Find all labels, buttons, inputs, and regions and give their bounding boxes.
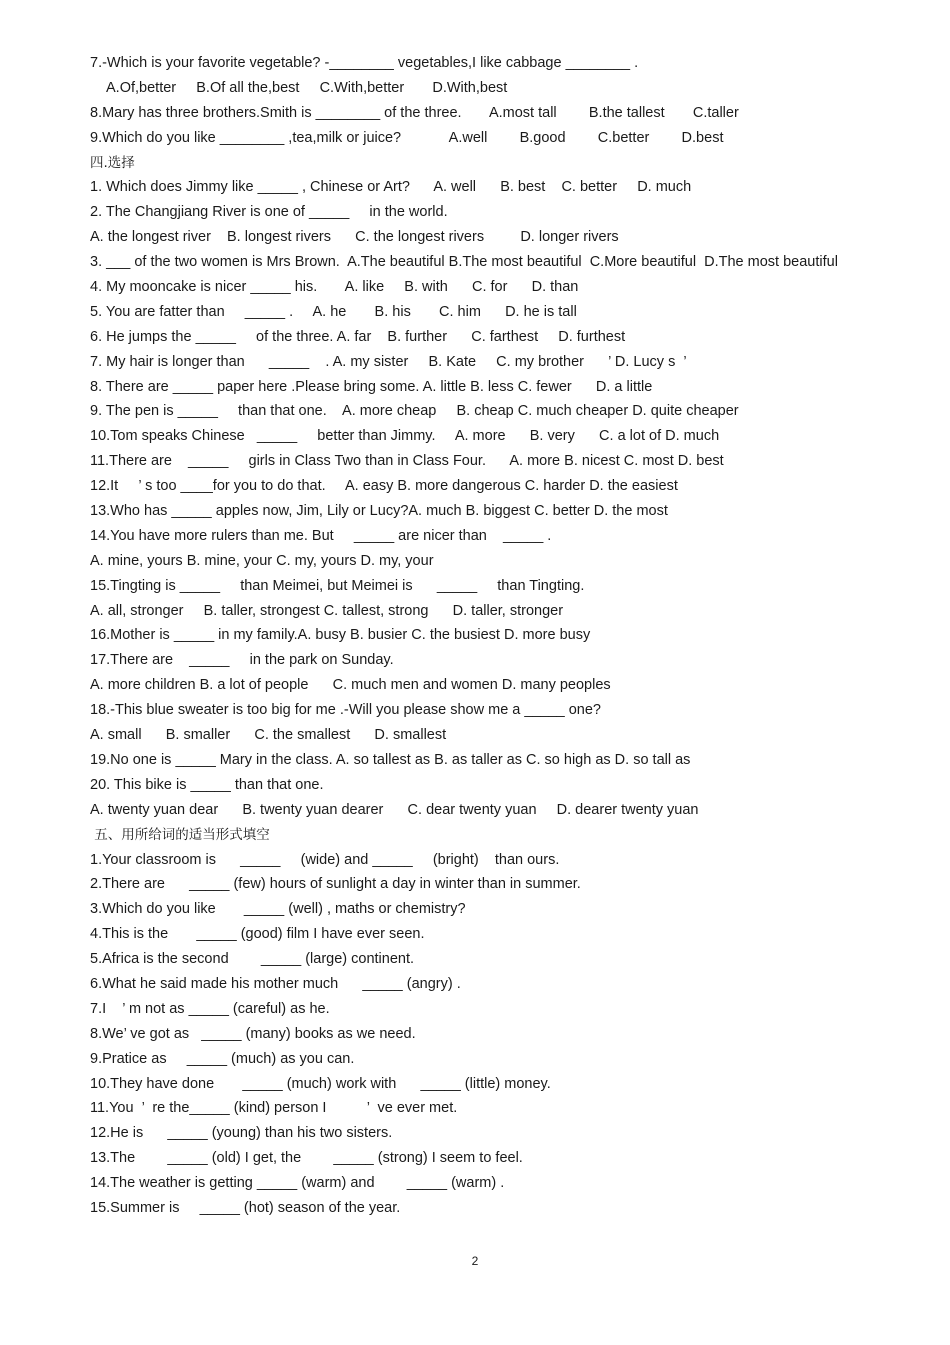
exercise-line: 4.This is the _____ (good) film I have ever seen. [90, 926, 425, 943]
exercise-line: 14.The weather is getting _____ (warm) and _____ (warm) . [90, 1175, 505, 1192]
exercise-line: 16.Mother is _____ in my family.A. busy B. busier C. the busiest D. more busy [90, 627, 591, 644]
exercise-line: 9.Pratice as _____ (much) as you can. [90, 1050, 355, 1067]
exercise-line: 15.Tingting is _____ than Meimei, but Meimei is _____ than Tingting. [90, 577, 585, 594]
exercise-line: 15.Summer is _____ (hot) season of the year. [90, 1199, 401, 1216]
exercise-line: 9. The pen is _____ than that one. A. more cheap B. cheap C. much cheaper D. quite cheaper [90, 403, 739, 420]
exercise-content [90, 51, 890, 1221]
exercise-line: 10.Tom speaks Chinese _____ better than Jimmy. A. more B. very C. a lot of D. much [90, 428, 720, 445]
exercise-line: 14.You have more rulers than me. But _____ are nicer than _____ . [90, 527, 552, 544]
exercise-line: 13.Who has _____ apples now, Jim, Lily or Lucy?A. much B. biggest C. better D. the most [90, 503, 668, 520]
exercise-line: A. small B. smaller C. the smallest D. smallest [90, 727, 447, 744]
exercise-line: 12.It ’ s too ____for you to do that. A. easy B. more dangerous C. harder D. the easiest [90, 478, 678, 495]
exercise-line: 11.You ’ re the_____ (kind) person I ’ ve ever met. [90, 1100, 458, 1117]
exercise-line: 11.There are _____ girls in Class Two than in Class Four. A. more B. nicest C. most D. best [90, 453, 724, 470]
exercise-line: A. mine, yours B. mine, your C. my, yours D. my, your [90, 552, 434, 569]
exercise-line: 3.Which do you like _____ (well) , maths or chemistry? [90, 901, 466, 918]
exercise-line: 1. Which does Jimmy like _____ , Chinese or Art? A. well B. best C. better D. much [90, 179, 692, 196]
exercise-line: 5.Africa is the second _____ (large) continent. [90, 951, 415, 968]
exercise-line: 2.There are _____ (few) hours of sunlight a day in winter than in summer. [90, 876, 581, 893]
exercise-line: 8.We’ ve got as _____ (many) books as we need. [90, 1025, 416, 1042]
exercise-line: A. the longest river B. longest rivers C. the longest rivers D. longer rivers [90, 229, 619, 246]
section-heading: 五、用所给词的适当形式填空 [90, 826, 270, 843]
exercise-line: 6. He jumps the _____ of the three. A. far B. further C. farthest D. furthest [90, 328, 626, 345]
exercise-line: 2. The Changjiang River is one of _____ in the world. [90, 204, 448, 221]
exercise-line: 10.They have done _____ (much) work with _____ (little) money. [90, 1075, 551, 1092]
exercise-line: 7.I ’ m not as _____ (careful) as he. [90, 1000, 330, 1017]
exercise-line: 7. My hair is longer than _____ . A. my sister B. Kate C. my brother ’ D. Lucy s ’ [90, 353, 687, 370]
exercise-line: 7.-Which is your favorite vegetable? -________ vegetables,I like cabbage ________ . [90, 55, 639, 71]
exercise-line: 3. ___ of the two women is Mrs Brown. A.The beautiful B.The most beautiful C.More beautiful D.The most beautiful [90, 254, 838, 271]
answer-options: A.Of,better B.Of all the,best C.With,better D.With,best [106, 79, 508, 96]
exercise-line: 1.Your classroom is _____ (wide) and _____ (bright) than ours. [90, 851, 560, 868]
exercise-line: 13.The _____ (old) I get, the _____ (strong) I seem to feel. [90, 1150, 523, 1167]
exercise-line: A. twenty yuan dear B. twenty yuan dearer C. dear twenty yuan D. dearer twenty yuan [90, 801, 699, 818]
exercise-line: 5. You are fatter than _____ . A. he B. his C. him D. he is tall [90, 303, 577, 320]
exercise-line: 12.He is _____ (young) than his two sisters. [90, 1125, 393, 1142]
exercise-line: 6.What he said made his mother much _____ (angry) . [90, 975, 461, 992]
exercise-line: 9.Which do you like ________ ,tea,milk or juice? A.well B.good C.better D.best [90, 129, 724, 146]
exercise-line: 19.No one is _____ Mary in the class. A. so tallest as B. as taller as C. so high as D. so tall as [90, 751, 691, 768]
exercise-line: A. more children B. a lot of people C. much men and women D. many peoples [90, 677, 611, 694]
exercise-line: 18.-This blue sweater is too big for me .-Will you please show me a _____ one? [90, 702, 601, 719]
exercise-line: 20. This bike is _____ than that one. [90, 776, 324, 793]
page-number: 2 [471, 1254, 479, 1268]
exercise-line: A. all, stronger B. taller, strongest C. tallest, strong D. taller, stronger [90, 602, 564, 619]
section-heading: 四.选择 [90, 154, 135, 171]
exercise-line: 17.There are _____ in the park on Sunday. [90, 652, 394, 669]
exercise-line: 8.Mary has three brothers.Smith is ________ of the three. A.most tall B.the tallest C.taller [90, 104, 739, 121]
exercise-line: 4. My mooncake is nicer _____ his. A. like B. with C. for D. than [90, 279, 579, 296]
exercise-line: 8. There are _____ paper here .Please bring some. A. little B. less C. fewer D. a little [90, 378, 653, 395]
